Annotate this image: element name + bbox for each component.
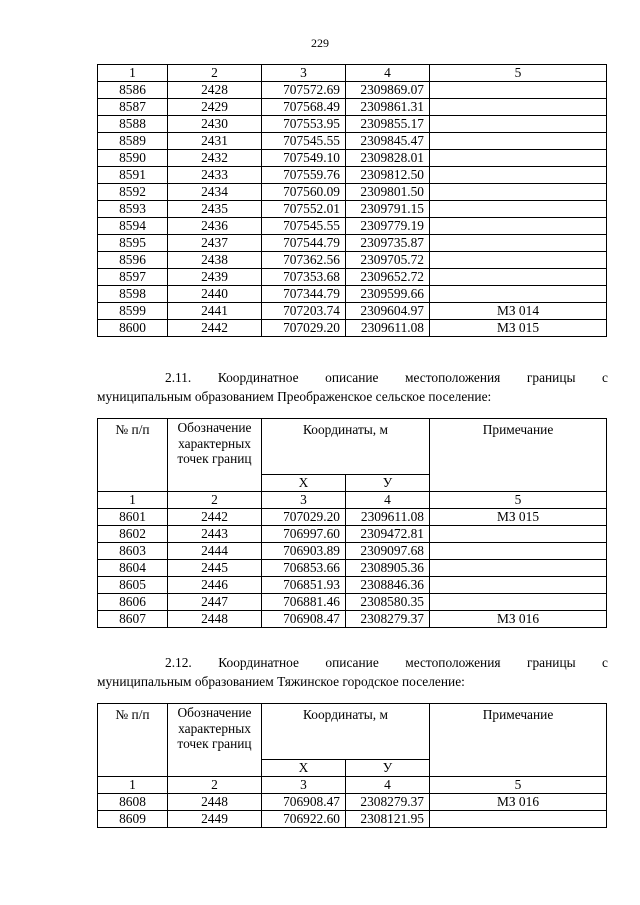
header-x: Х xyxy=(262,760,346,777)
table-row xyxy=(98,235,607,252)
note-cell xyxy=(430,201,607,218)
table-row xyxy=(98,526,607,543)
row-number-cell: 8604 xyxy=(98,560,168,577)
header-coordinates: Координаты, м xyxy=(262,419,430,475)
x-coordinate-cell: 707552.01 xyxy=(262,201,346,218)
column-number: 3 xyxy=(262,492,346,509)
row-number-cell: 8593 xyxy=(98,201,168,218)
column-number: 5 xyxy=(430,777,607,794)
point-id-cell: 2431 xyxy=(168,133,262,150)
point-id-cell: 2435 xyxy=(168,201,262,218)
note-cell xyxy=(430,594,607,611)
note-cell xyxy=(430,235,607,252)
note-cell: МЗ 015 xyxy=(430,509,607,526)
note-cell: МЗ 014 xyxy=(430,303,607,320)
column-numbers-row xyxy=(98,65,607,82)
header-note: Примечание xyxy=(430,704,607,777)
note-cell xyxy=(430,167,607,184)
table-row xyxy=(98,594,607,611)
column-number: 3 xyxy=(262,65,346,82)
y-coordinate-cell: 2309611.08 xyxy=(346,509,430,526)
note-cell: МЗ 016 xyxy=(430,611,607,628)
point-id-cell: 2447 xyxy=(168,594,262,611)
coordinates-table-tyazhinskoe xyxy=(97,703,607,828)
heading-line: муниципальным образованием Преображенское сельское поселение: xyxy=(97,389,492,404)
y-coordinate-cell: 2309812.50 xyxy=(346,167,430,184)
row-number-cell: 8590 xyxy=(98,150,168,167)
point-id-cell: 2442 xyxy=(168,320,262,337)
coordinates-table-preobrazhenskoe xyxy=(97,418,607,628)
note-cell xyxy=(430,150,607,167)
header-x: Х xyxy=(262,475,346,492)
row-number-cell: 8605 xyxy=(98,577,168,594)
table-header-row xyxy=(98,419,607,475)
row-number-cell: 8607 xyxy=(98,611,168,628)
point-id-cell: 2429 xyxy=(168,99,262,116)
row-number-cell: 8599 xyxy=(98,303,168,320)
x-coordinate-cell: 707353.68 xyxy=(262,269,346,286)
y-coordinate-cell: 2309869.07 xyxy=(346,82,430,99)
point-id-cell: 2440 xyxy=(168,286,262,303)
table-body xyxy=(98,704,607,828)
point-id-cell: 2443 xyxy=(168,526,262,543)
y-coordinate-cell: 2309097.68 xyxy=(346,543,430,560)
section-2-11-heading xyxy=(97,368,608,406)
table-row xyxy=(98,99,607,116)
note-cell xyxy=(430,543,607,560)
column-number: 4 xyxy=(346,65,430,82)
point-id-cell: 2430 xyxy=(168,116,262,133)
row-number-cell: 8591 xyxy=(98,167,168,184)
row-number-cell: 8588 xyxy=(98,116,168,133)
y-coordinate-cell: 2309611.08 xyxy=(346,320,430,337)
header-text: точек границ xyxy=(177,451,252,466)
y-coordinate-cell: 2308846.36 xyxy=(346,577,430,594)
note-cell xyxy=(430,82,607,99)
y-coordinate-cell: 2309845.47 xyxy=(346,133,430,150)
row-number-cell: 8609 xyxy=(98,811,168,828)
y-coordinate-cell: 2309735.87 xyxy=(346,235,430,252)
table-row xyxy=(98,269,607,286)
column-number: 2 xyxy=(168,492,262,509)
table-header-row xyxy=(98,704,607,760)
table-row xyxy=(98,543,607,560)
table-row xyxy=(98,218,607,235)
note-cell xyxy=(430,133,607,150)
x-coordinate-cell: 707545.55 xyxy=(262,133,346,150)
row-number-cell: 8592 xyxy=(98,184,168,201)
y-coordinate-cell: 2309828.01 xyxy=(346,150,430,167)
row-number-cell: 8606 xyxy=(98,594,168,611)
table-row xyxy=(98,560,607,577)
x-coordinate-cell: 706851.93 xyxy=(262,577,346,594)
table-row xyxy=(98,286,607,303)
column-number: 2 xyxy=(168,777,262,794)
table-row xyxy=(98,116,607,133)
table-row xyxy=(98,133,607,150)
row-number-cell: 8594 xyxy=(98,218,168,235)
column-number: 1 xyxy=(98,777,168,794)
point-id-cell: 2449 xyxy=(168,811,262,828)
x-coordinate-cell: 707544.79 xyxy=(262,235,346,252)
note-cell xyxy=(430,286,607,303)
table-row xyxy=(98,252,607,269)
table-row xyxy=(98,303,607,320)
header-text: Обозначение xyxy=(177,705,252,720)
y-coordinate-cell: 2309604.97 xyxy=(346,303,430,320)
point-id-cell: 2446 xyxy=(168,577,262,594)
table-body xyxy=(98,65,607,337)
x-coordinate-cell: 707553.95 xyxy=(262,116,346,133)
header-number: № п/п xyxy=(98,704,168,777)
y-coordinate-cell: 2308279.37 xyxy=(346,794,430,811)
note-cell xyxy=(430,252,607,269)
note-cell: МЗ 015 xyxy=(430,320,607,337)
point-id-cell: 2444 xyxy=(168,543,262,560)
section-2-12-heading xyxy=(97,653,608,691)
y-coordinate-cell: 2309652.72 xyxy=(346,269,430,286)
y-coordinate-cell: 2309861.31 xyxy=(346,99,430,116)
point-id-cell: 2439 xyxy=(168,269,262,286)
header-text: характерных xyxy=(178,720,251,736)
header-text: точек границ xyxy=(177,736,252,751)
point-id-cell: 2433 xyxy=(168,167,262,184)
note-cell xyxy=(430,560,607,577)
table-row xyxy=(98,184,607,201)
header-text: Обозначение xyxy=(177,420,252,435)
point-id-cell: 2448 xyxy=(168,611,262,628)
row-number-cell: 8598 xyxy=(98,286,168,303)
column-number: 1 xyxy=(98,492,168,509)
row-number-cell: 8589 xyxy=(98,133,168,150)
x-coordinate-cell: 707362.56 xyxy=(262,252,346,269)
y-coordinate-cell: 2309801.50 xyxy=(346,184,430,201)
page-number: 229 xyxy=(311,36,329,50)
x-coordinate-cell: 707029.20 xyxy=(262,320,346,337)
note-cell xyxy=(430,811,607,828)
column-number: 4 xyxy=(346,777,430,794)
x-coordinate-cell: 706908.47 xyxy=(262,794,346,811)
heading-line: муниципальным образованием Тяжинское городское поселение: xyxy=(97,674,465,689)
note-cell xyxy=(430,218,607,235)
row-number-cell: 8587 xyxy=(98,99,168,116)
x-coordinate-cell: 707203.74 xyxy=(262,303,346,320)
table-body xyxy=(98,419,607,628)
row-number-cell: 8608 xyxy=(98,794,168,811)
row-number-cell: 8601 xyxy=(98,509,168,526)
header-note: Примечание xyxy=(430,419,607,492)
header-y: У xyxy=(346,760,430,777)
row-number-cell: 8596 xyxy=(98,252,168,269)
header-y: У xyxy=(346,475,430,492)
header-number: № п/п xyxy=(98,419,168,492)
note-cell xyxy=(430,184,607,201)
y-coordinate-cell: 2308580.35 xyxy=(346,594,430,611)
table-row xyxy=(98,82,607,99)
table-row xyxy=(98,201,607,218)
header-point-designation xyxy=(168,704,262,777)
coordinates-table-continuation xyxy=(97,64,607,337)
y-coordinate-cell: 2308121.95 xyxy=(346,811,430,828)
point-id-cell: 2434 xyxy=(168,184,262,201)
header-coordinates: Координаты, м xyxy=(262,704,430,760)
row-number-cell: 8595 xyxy=(98,235,168,252)
table-row xyxy=(98,150,607,167)
y-coordinate-cell: 2309705.72 xyxy=(346,252,430,269)
row-number-cell: 8602 xyxy=(98,526,168,543)
x-coordinate-cell: 706853.66 xyxy=(262,560,346,577)
table-row xyxy=(98,577,607,594)
column-number: 5 xyxy=(430,492,607,509)
y-coordinate-cell: 2309779.19 xyxy=(346,218,430,235)
x-coordinate-cell: 707559.76 xyxy=(262,167,346,184)
point-id-cell: 2448 xyxy=(168,794,262,811)
note-cell xyxy=(430,526,607,543)
note-cell xyxy=(430,577,607,594)
column-number: 1 xyxy=(98,65,168,82)
point-id-cell: 2437 xyxy=(168,235,262,252)
note-cell xyxy=(430,116,607,133)
table-row xyxy=(98,794,607,811)
column-numbers-row xyxy=(98,492,607,509)
point-id-cell: 2442 xyxy=(168,509,262,526)
x-coordinate-cell: 706997.60 xyxy=(262,526,346,543)
x-coordinate-cell: 707568.49 xyxy=(262,99,346,116)
heading-line: 2.12. Координатное описание местоположения границы с xyxy=(165,655,608,670)
y-coordinate-cell: 2308905.36 xyxy=(346,560,430,577)
point-id-cell: 2438 xyxy=(168,252,262,269)
y-coordinate-cell: 2309472.81 xyxy=(346,526,430,543)
column-numbers-row xyxy=(98,777,607,794)
x-coordinate-cell: 707545.55 xyxy=(262,218,346,235)
table-row xyxy=(98,167,607,184)
table-row xyxy=(98,611,607,628)
x-coordinate-cell: 707029.20 xyxy=(262,509,346,526)
x-coordinate-cell: 707572.69 xyxy=(262,82,346,99)
table-row xyxy=(98,509,607,526)
point-id-cell: 2428 xyxy=(168,82,262,99)
header-point-designation xyxy=(168,419,262,492)
y-coordinate-cell: 2309791.15 xyxy=(346,201,430,218)
row-number-cell: 8586 xyxy=(98,82,168,99)
x-coordinate-cell: 707549.10 xyxy=(262,150,346,167)
point-id-cell: 2436 xyxy=(168,218,262,235)
column-number: 5 xyxy=(430,65,607,82)
x-coordinate-cell: 706881.46 xyxy=(262,594,346,611)
point-id-cell: 2432 xyxy=(168,150,262,167)
point-id-cell: 2445 xyxy=(168,560,262,577)
column-number: 3 xyxy=(262,777,346,794)
y-coordinate-cell: 2308279.37 xyxy=(346,611,430,628)
row-number-cell: 8603 xyxy=(98,543,168,560)
x-coordinate-cell: 706903.89 xyxy=(262,543,346,560)
x-coordinate-cell: 706908.47 xyxy=(262,611,346,628)
y-coordinate-cell: 2309855.17 xyxy=(346,116,430,133)
note-cell xyxy=(430,269,607,286)
x-coordinate-cell: 707344.79 xyxy=(262,286,346,303)
column-number: 2 xyxy=(168,65,262,82)
note-cell: МЗ 016 xyxy=(430,794,607,811)
row-number-cell: 8600 xyxy=(98,320,168,337)
table-row xyxy=(98,811,607,828)
y-coordinate-cell: 2309599.66 xyxy=(346,286,430,303)
point-id-cell: 2441 xyxy=(168,303,262,320)
x-coordinate-cell: 706922.60 xyxy=(262,811,346,828)
table-row xyxy=(98,320,607,337)
heading-line: 2.11. Координатное описание местоположения границы с xyxy=(165,370,608,385)
column-number: 4 xyxy=(346,492,430,509)
row-number-cell: 8597 xyxy=(98,269,168,286)
note-cell xyxy=(430,99,607,116)
header-text: характерных xyxy=(178,435,251,451)
x-coordinate-cell: 707560.09 xyxy=(262,184,346,201)
